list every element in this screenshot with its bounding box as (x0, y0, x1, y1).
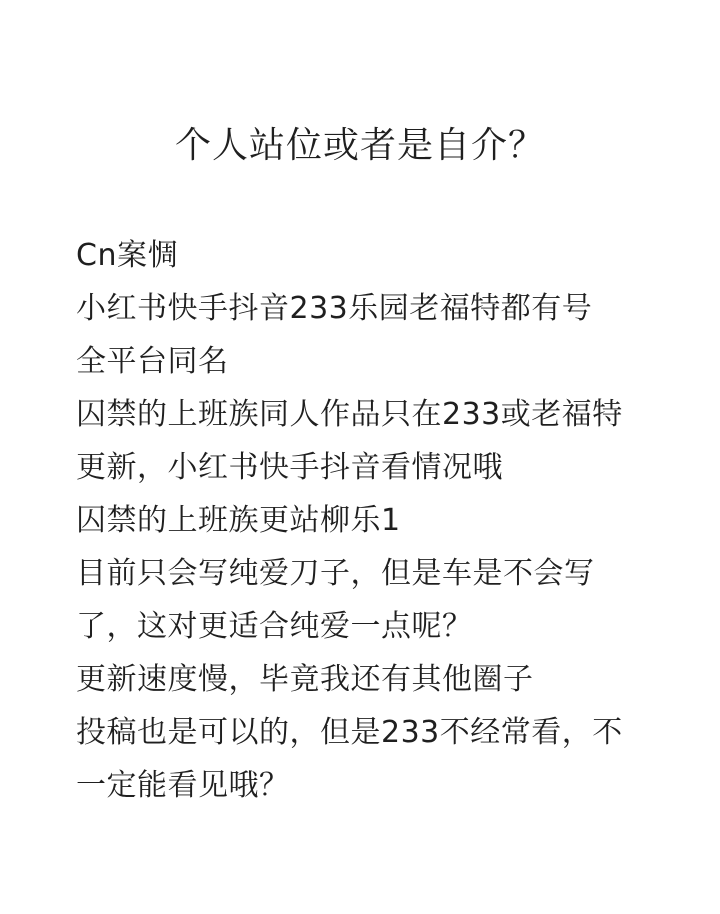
text-line-platforms: 小红书快手抖音233乐园老福特都有号 (76, 291, 593, 326)
text-line-submission: 投稿也是可以的，但是233不经常看，不 (76, 715, 623, 750)
intro-text (76, 229, 676, 812)
text-line-speed: 更新速度慢，毕竟我还有其他圈子 (76, 662, 534, 697)
text-line-ship: 囚禁的上班族更站柳乐1 (76, 503, 401, 538)
page-title: 个人站位或者是自介？ (174, 125, 545, 166)
text-line-update-note: 更新，小红书快手抖音看情况哦 (76, 450, 503, 485)
text-line-works: 囚禁的上班族同人作品只在233或老福特 (76, 397, 623, 432)
text-line-genre-cont: 了，这对更适合纯爱一点呢？ (76, 609, 473, 644)
text-line-same-name: 全平台同名 (76, 344, 229, 379)
text-line-cn: Cn案惆 (76, 238, 178, 273)
text-line-submission-cont: 一定能看见哦？ (76, 768, 290, 803)
text-line-genre: 目前只会写纯爱刀子，但是车是不会写 (76, 556, 595, 591)
